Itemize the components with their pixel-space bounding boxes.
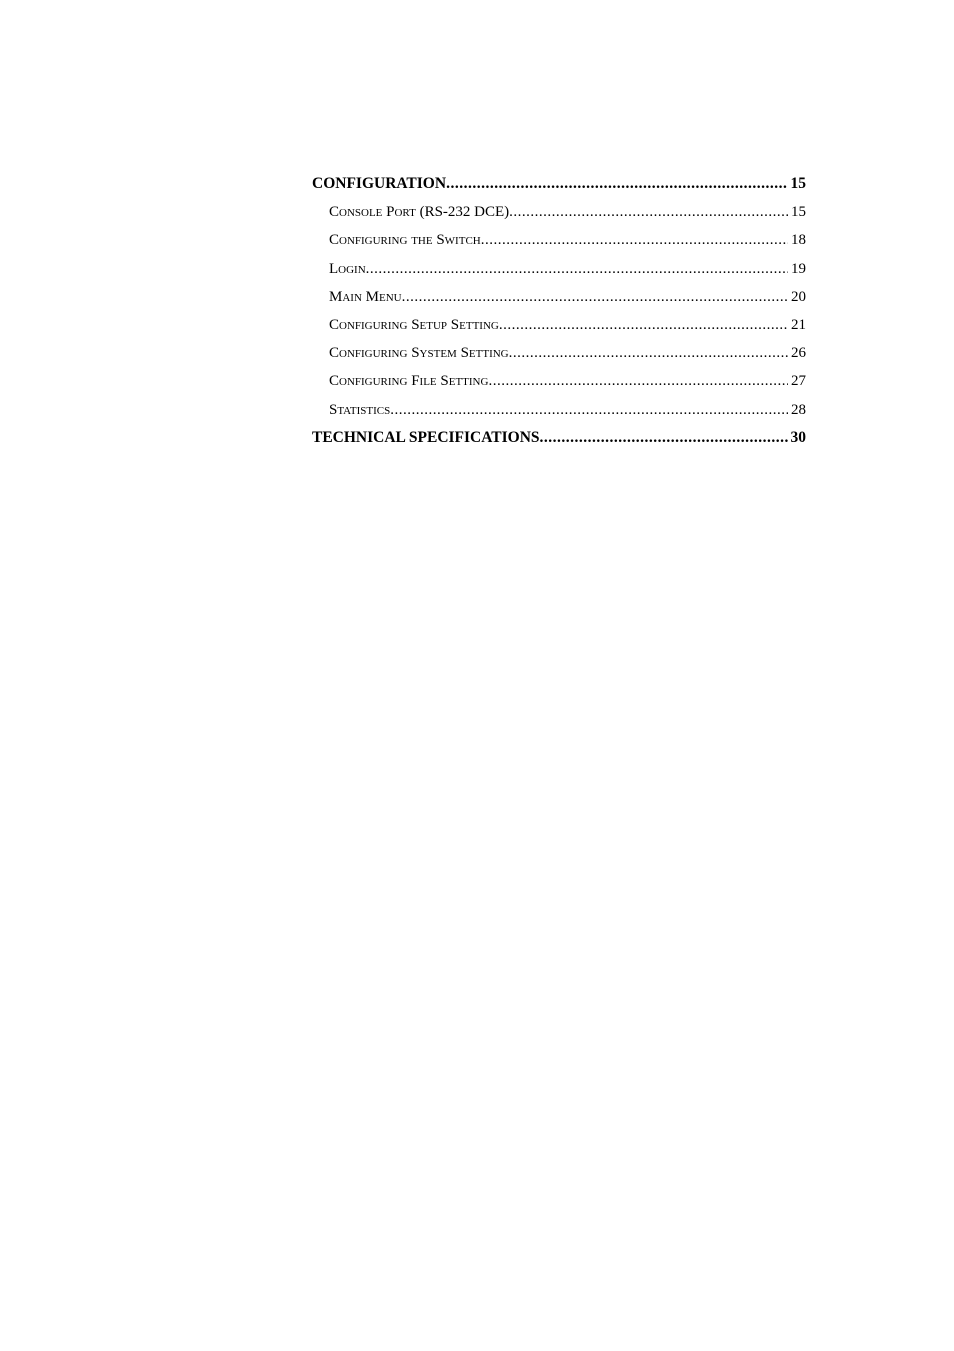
toc-entry-main-menu[interactable]	[312, 283, 806, 311]
dot-leader	[540, 424, 788, 452]
table-of-contents	[312, 170, 806, 452]
toc-entry-configuring-setup-setting[interactable]	[312, 311, 806, 339]
toc-entry-configuring-file-setting[interactable]	[312, 367, 806, 395]
dot-leader	[366, 255, 788, 283]
toc-entry-page: 15	[791, 204, 806, 221]
toc-entry-title: Statistics	[329, 401, 391, 418]
dot-leader	[481, 226, 788, 254]
toc-entry-title: Console Port (RS-232 DCE)	[329, 204, 510, 221]
toc-entry-page: 21	[791, 316, 806, 333]
toc-entry-page: 26	[791, 345, 806, 362]
toc-entry-console-port[interactable]	[312, 198, 806, 226]
toc-entry-technical-specifications[interactable]	[312, 424, 806, 452]
toc-entry-login[interactable]	[312, 255, 806, 283]
toc-entry-page: 20	[791, 288, 806, 305]
toc-entry-page: 27	[791, 373, 806, 390]
toc-entry-title: Main Menu	[329, 288, 402, 305]
toc-entry-title: TECHNICAL SPECIFICATIONS	[312, 428, 540, 446]
toc-entry-title: Configuring Setup Setting	[329, 316, 499, 333]
toc-entry-title: Configuring File Setting	[329, 373, 489, 390]
toc-entry-title: Configuring System Setting	[329, 345, 509, 362]
dot-leader	[509, 198, 788, 226]
toc-entry-page: 30	[790, 428, 806, 446]
dot-leader	[488, 367, 788, 395]
toc-entry-configuring-system-setting[interactable]	[312, 339, 806, 367]
dot-leader	[509, 339, 788, 367]
toc-entry-page: 18	[791, 232, 806, 249]
dot-leader	[446, 170, 787, 198]
toc-entry-title: Configuring the Switch	[329, 232, 481, 249]
toc-entry-title: Login	[329, 260, 366, 277]
toc-entry-title: CONFIGURATION	[312, 175, 447, 192]
dot-leader	[402, 283, 788, 311]
toc-entry-configuring-the-switch[interactable]	[312, 226, 806, 254]
toc-entry-statistics[interactable]	[312, 396, 806, 424]
toc-entry-page: 15	[790, 175, 806, 192]
toc-entry-page: 28	[791, 401, 806, 418]
toc-entry-page: 19	[791, 260, 806, 277]
dot-leader	[390, 396, 788, 424]
toc-entry-configuration[interactable]	[312, 170, 806, 198]
dot-leader	[499, 311, 788, 339]
